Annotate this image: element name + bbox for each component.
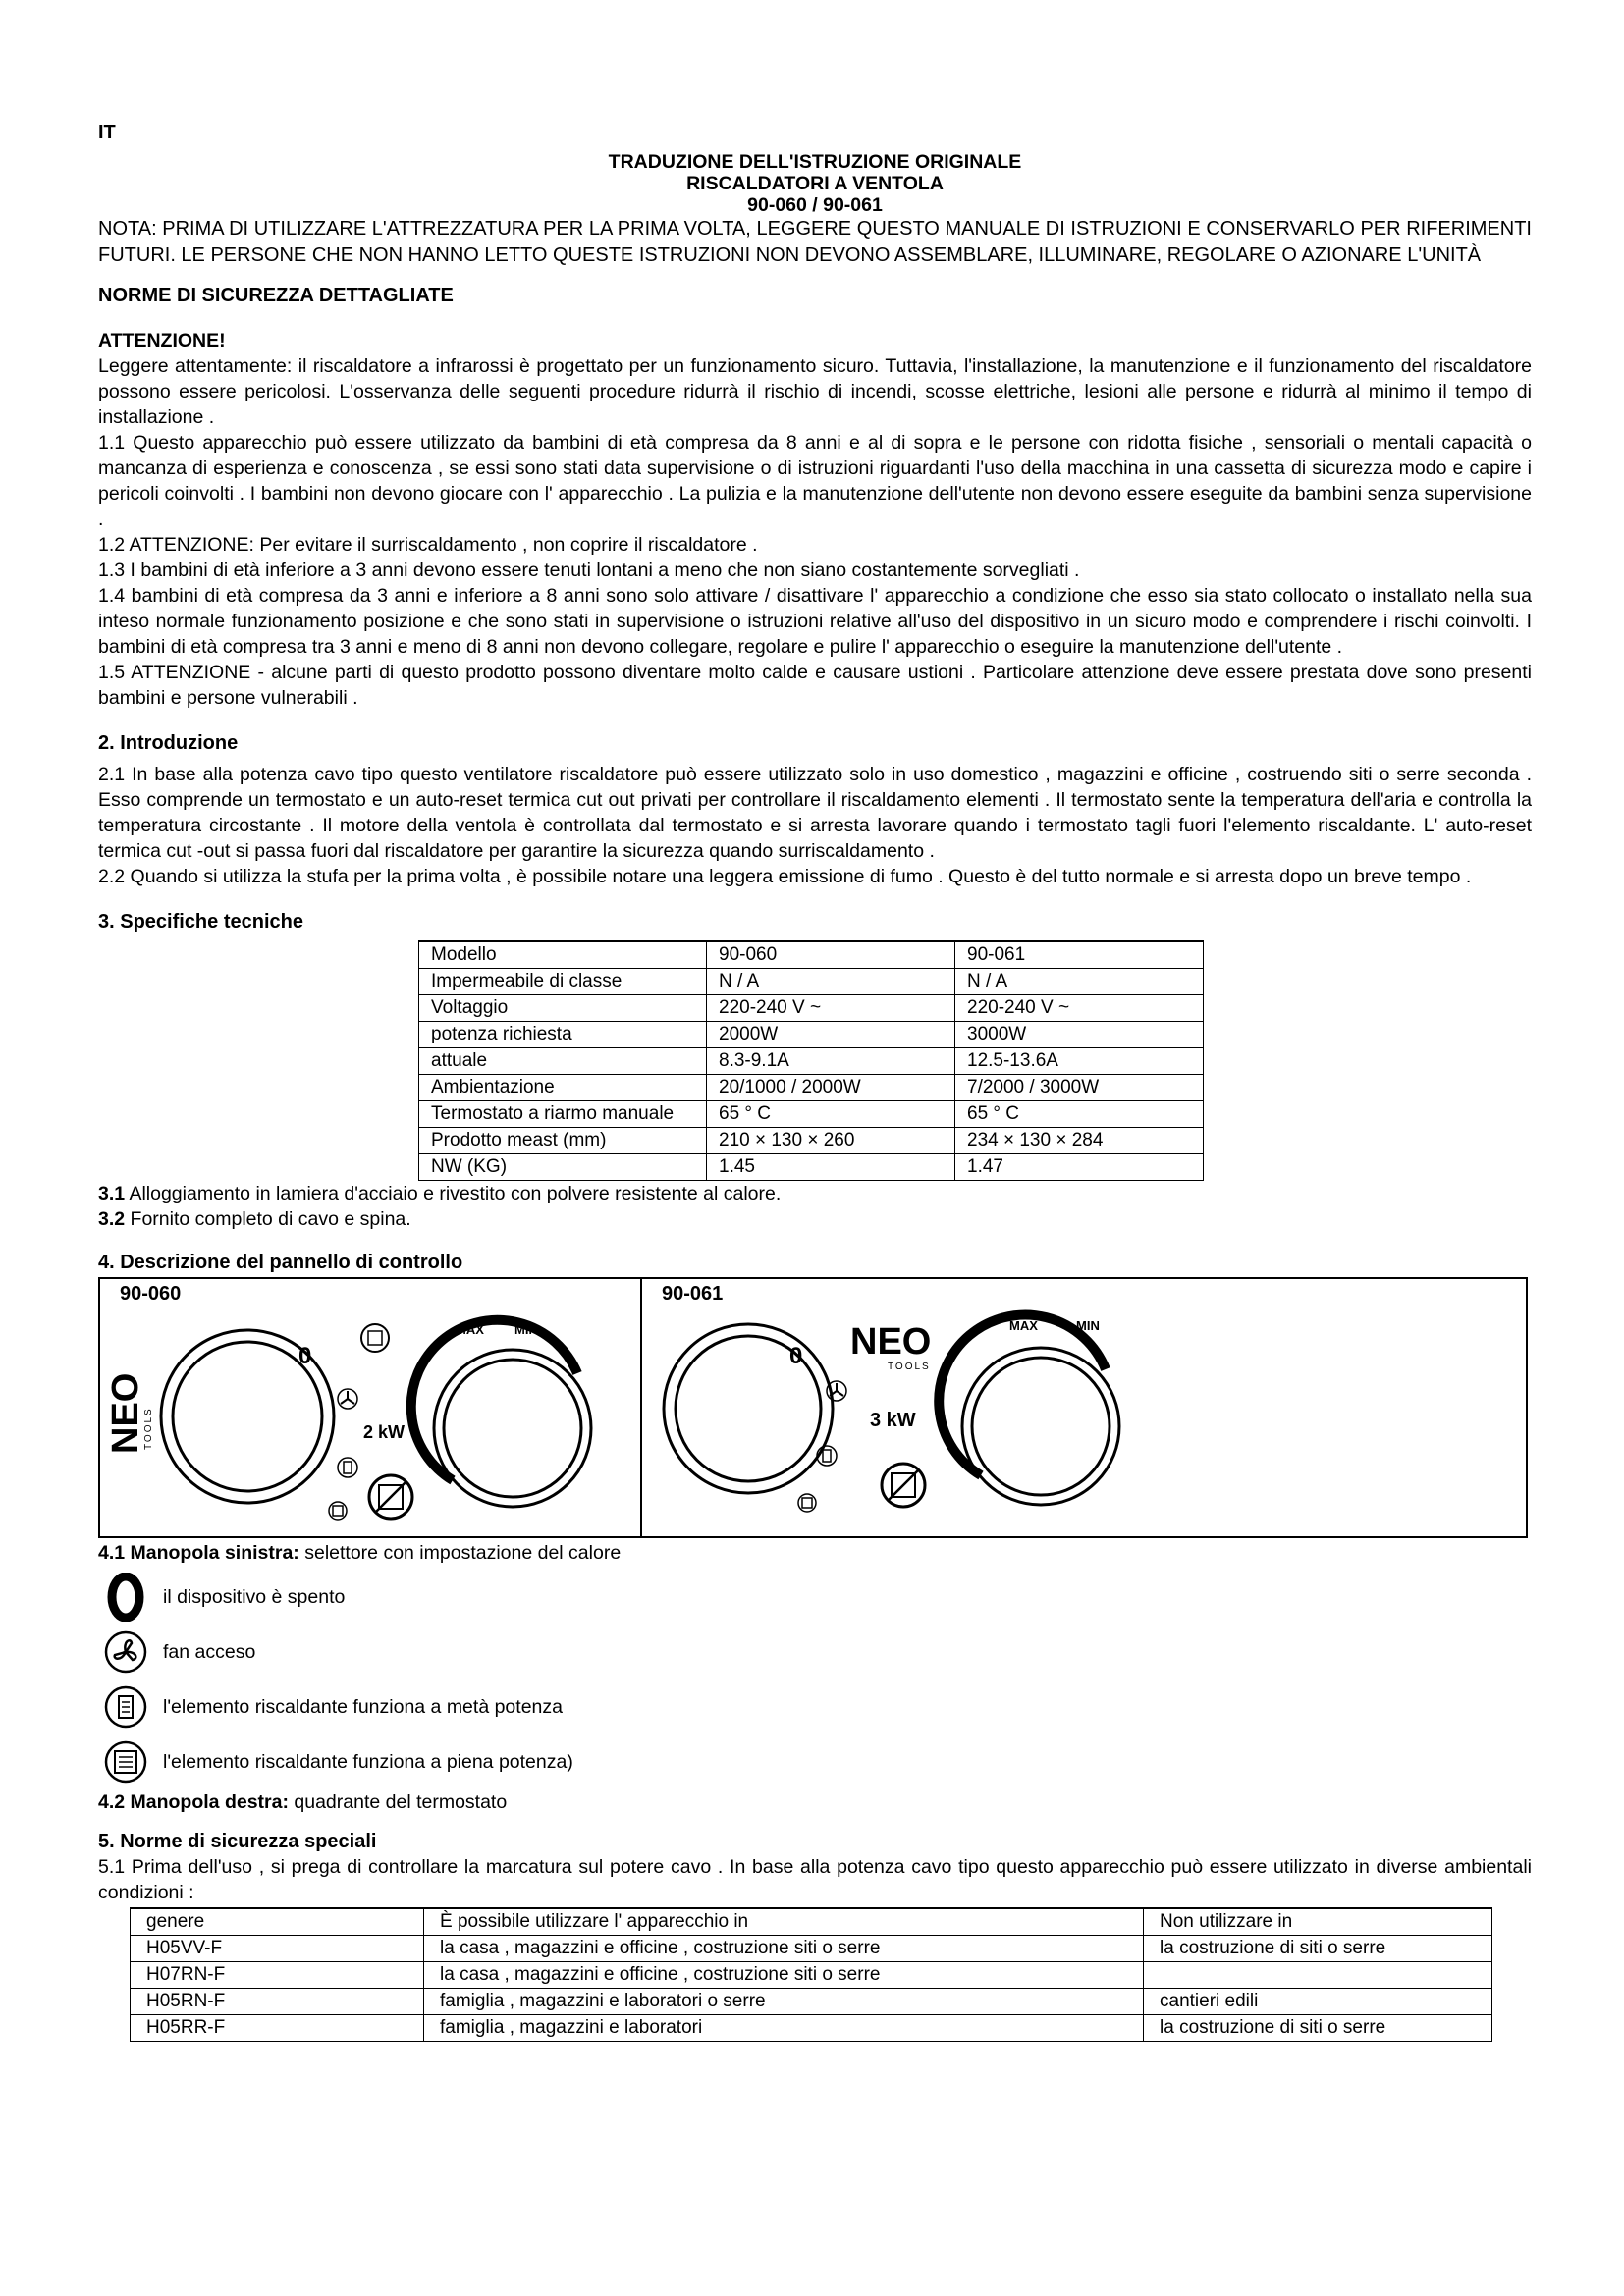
cable-row xyxy=(131,1908,1492,1936)
spec-note: 3.1 Alloggiamento in lamiera d'acciaio e rivestito con polvere resistente al calore. xyxy=(98,1183,782,1204)
table-cell: Impermeabile di classe xyxy=(419,969,707,995)
safety-paragraph: 1.2 ATTENZIONE: Per evitare il surriscaldamento , non coprire il riscaldatore . xyxy=(98,534,758,556)
manual-page xyxy=(98,120,1532,2042)
legend-item: l'elemento riscaldante funziona a piena potenza) xyxy=(98,1735,1532,1789)
doc-models: 90-060 / 90-061 xyxy=(747,194,883,216)
spec-note: 3.2 Fornito completo di cavo e spina. xyxy=(98,1208,411,1230)
safety-paragraph: 1.1 Questo apparecchio può essere utilizzato da bambini di età compresa da 8 anni e al di sopra e le persone con ridotta fisiche , sensoriali o mentali capacità o mancanza di esperienza e conoscenza , se essi sono stati data supervisione o di istruzioni riguardanti l'uso della macchina in una cassetta di sicurezza modo e capire i pericoli coinvolti . I bambini non devono giocare con l' apparecchio . La pulizia e la manutenzione dell'utente non devono essere eseguite da bambini senza supervisione . xyxy=(98,432,1532,530)
power-label: 2 kW xyxy=(363,1422,406,1442)
thermostat-knob xyxy=(411,1320,591,1507)
panel-model-label: 90-060 xyxy=(120,1283,182,1305)
cable-row xyxy=(131,2015,1492,2042)
legend-item: il dispositivo è spento xyxy=(98,1570,1532,1625)
specs-table xyxy=(418,940,1204,1181)
spec-row xyxy=(419,1048,1204,1075)
panel-model-label: 90-061 xyxy=(662,1283,724,1305)
cable-row xyxy=(131,1936,1492,1962)
table-cell: H05RR-F xyxy=(131,2015,424,2042)
table-cell: 7/2000 / 3000W xyxy=(955,1075,1204,1101)
power-label: 3 kW xyxy=(870,1410,916,1431)
zero-mark: 0 xyxy=(298,1343,312,1369)
table-cell: 65 ° C xyxy=(955,1101,1204,1128)
safety-paragraph: 1.3 I bambini di età inferiore a 3 anni devono essere tenuti lontani a meno che non siano costantemente sorvegliati . xyxy=(98,560,1080,581)
attention-heading: ATTENZIONE! xyxy=(98,330,226,351)
table-cell: attuale xyxy=(419,1048,707,1075)
table-cell: la casa , magazzini e officine , costruzione siti o serre xyxy=(424,1936,1144,1962)
table-cell: la costruzione di siti o serre xyxy=(1144,1936,1492,1962)
panel-90-060 xyxy=(100,1279,642,1536)
svg-text:TOOLS: TOOLS xyxy=(888,1362,931,1372)
zero-mark: 0 xyxy=(789,1343,803,1369)
language-code: IT xyxy=(98,122,116,143)
spec-row xyxy=(419,995,1204,1022)
table-cell: Termostato a riarmo manuale xyxy=(419,1101,707,1128)
table-cell: N / A xyxy=(707,969,955,995)
no-cover-warning-icon xyxy=(369,1475,412,1519)
panel-90-061 xyxy=(642,1279,1526,1536)
fan-icon xyxy=(98,1628,153,1677)
special-safety-heading: 5. Norme di sicurezza speciali xyxy=(98,1831,377,1852)
spec-row xyxy=(419,1075,1204,1101)
neo-logo xyxy=(105,1373,154,1454)
half-heat-icon xyxy=(98,1682,153,1732)
table-cell: Modello xyxy=(419,941,707,969)
spec-row xyxy=(419,1128,1204,1154)
no-cover-warning-icon xyxy=(882,1464,925,1507)
safety-heading: NORME DI SICUREZZA DETTAGLIATE xyxy=(98,285,454,306)
legend xyxy=(98,1570,1532,1789)
table-cell: Non utilizzare in xyxy=(1144,1908,1492,1936)
intro-paragraph: 2.1 In base alla potenza cavo tipo questo ventilatore riscaldatore può essere utilizzato solo in uso domestico , magazzini e officine , costruendo siti o serre seconda . Esso comprende un termostato e un auto-reset termica cut out privati per controllare il riscaldamento elementi . Il termostato sente la temperatura dell'aria e controlla la temperatura circostante . Il motore della ventola è controllata dal termostato e si arresta lavorare quando i termostato tagli fuori l'elemento riscaldante. L' auto-reset termica cut -out si passa fuori dal riscaldatore per garantire la sicurezza quando surriscaldamento . xyxy=(98,764,1532,862)
table-cell: 220-240 V ~ xyxy=(955,995,1204,1022)
table-cell: N / A xyxy=(955,969,1204,995)
fan-icon xyxy=(338,1389,357,1409)
max-label: MAX xyxy=(456,1322,484,1337)
panel-drawing-right xyxy=(642,1279,1526,1536)
thermostat-knob xyxy=(939,1315,1119,1505)
safety-paragraphs xyxy=(98,353,1532,711)
legend-item: fan acceso xyxy=(98,1625,1532,1680)
half-heat-icon xyxy=(338,1458,357,1477)
neo-logo xyxy=(850,1321,931,1372)
selector-knob xyxy=(664,1324,833,1493)
table-cell: Ambientazione xyxy=(419,1075,707,1101)
table-cell: potenza richiesta xyxy=(419,1022,707,1048)
panel-drawing-left xyxy=(100,1279,640,1536)
table-cell: 2000W xyxy=(707,1022,955,1048)
full-heat-icon xyxy=(98,1737,153,1787)
table-cell: 234 × 130 × 284 xyxy=(955,1128,1204,1154)
knob-left-description: 4.1 Manopola sinistra: selettore con impostazione del calore xyxy=(98,1542,622,1564)
doc-title: TRADUZIONE DELL'ISTRUZIONE ORIGINALE xyxy=(608,151,1022,173)
svg-text:NEO: NEO xyxy=(850,1321,932,1362)
table-cell: 90-061 xyxy=(955,941,1204,969)
table-cell: 90-060 xyxy=(707,941,955,969)
spec-row xyxy=(419,969,1204,995)
table-cell: genere xyxy=(131,1908,424,1936)
svg-text:NEO: NEO xyxy=(105,1372,146,1454)
spec-row xyxy=(419,1101,1204,1128)
table-cell: famiglia , magazzini e laboratori o serre xyxy=(424,1989,1144,2015)
table-cell: Prodotto meast (mm) xyxy=(419,1128,707,1154)
legend-item: l'elemento riscaldante funziona a metà potenza xyxy=(98,1680,1532,1735)
cable-row xyxy=(131,1989,1492,2015)
table-cell: 210 × 130 × 260 xyxy=(707,1128,955,1154)
table-cell: 65 ° C xyxy=(707,1101,955,1128)
specs-heading: 3. Specifiche tecniche xyxy=(98,911,303,933)
table-cell: la costruzione di siti o serre xyxy=(1144,2015,1492,2042)
intro-heading: 2. Introduzione xyxy=(98,732,239,754)
table-cell: 1.47 xyxy=(955,1154,1204,1181)
safety-paragraph: 1.4 bambini di età compresa da 3 anni e inferiore a 8 anni sono solo attivare / disattivare l' apparecchio a condizione che esso sia stato collocato o installato nella sua inteso normale funzionamento posizione e che sono stati in supervisione o istruzioni relative all'uso del dispositivo in un sicuro modo e comprendere i rischi coinvolti. I bambini di età compresa tra 3 anni e meno di 8 anni non devono collegare, regolare e pulire l' apparecchio o eseguire la manutenzione dell'utente . xyxy=(98,585,1532,658)
table-cell: la casa , magazzini e officine , costruzione siti o serre xyxy=(424,1962,1144,1989)
cable-table xyxy=(130,1907,1492,2042)
intro-note: NOTA: PRIMA DI UTILIZZARE L'ATTREZZATURA PER LA PRIMA VOLTA, LEGGERE QUESTO MANUALE DI ISTRUZIONI E CONSERVARLO PER RIFERIMENTI FUTURI. LE PERSONE CHE NON HANNO LETTO QUESTE ISTRUZIONI NON DEVONO ASSEMBLARE, ILLUMINARE, REGOLARE O AZIONARE L'UNITÀ xyxy=(98,218,1532,266)
safety-paragraph: Leggere attentamente: il riscaldatore a infrarossi è progettato per un funzionamento sicuro. Tuttavia, l'installazione, la manutenzione e il funzionamento del riscaldatore possono essere pericolosi. L'osservanza delle seguenti procedure ridurrà il rischio di incendi, scosse elettriche, lesioni alle persone e ridurrà al minimo il tempo di installazione . xyxy=(98,355,1532,428)
intro-paragraph: 2.2 Quando si utilizza la stufa per la prima volta , è possibile notare una leggera emissione di fumo . Questo è del tutto normale e si arresta dopo un breve tempo . xyxy=(98,866,1472,887)
doc-subtitle: RISCALDATORI A VENTOLA xyxy=(686,173,944,194)
safety-paragraph: 1.5 ATTENZIONE - alcune parti di questo prodotto possono diventare molto calde e causare ustioni . Particolare attenzione deve essere prestata dove sono presenti bambini e persone vulnerabili . xyxy=(98,662,1532,709)
special-safety-text: 5.1 Prima dell'uso , si prega di controllare la marcatura sul potere cavo . In base alla potenza cavo tipo questo apparecchio può essere utilizzato in diverse ambientali condizioni : xyxy=(98,1856,1532,1903)
svg-text:TOOLS: TOOLS xyxy=(143,1407,154,1450)
table-cell: 12.5-13.6A xyxy=(955,1048,1204,1075)
table-cell: 8.3-9.1A xyxy=(707,1048,955,1075)
table-cell: NW (KG) xyxy=(419,1154,707,1181)
control-panel-figure xyxy=(98,1277,1528,1538)
zero-icon xyxy=(98,1573,153,1622)
table-cell: cantieri edili xyxy=(1144,1989,1492,2015)
table-cell: 20/1000 / 2000W xyxy=(707,1075,955,1101)
cable-row xyxy=(131,1962,1492,1989)
table-cell: H07RN-F xyxy=(131,1962,424,1989)
table-cell: È possibile utilizzare l' apparecchio in xyxy=(424,1908,1144,1936)
max-label: MAX xyxy=(1009,1318,1038,1333)
full-heat-icon xyxy=(798,1494,816,1512)
full-heat-icon xyxy=(329,1502,347,1520)
indicator-light xyxy=(361,1324,389,1352)
table-cell: 220-240 V ~ xyxy=(707,995,955,1022)
spec-row xyxy=(419,1022,1204,1048)
spec-row xyxy=(419,1154,1204,1181)
spec-row xyxy=(419,941,1204,969)
table-cell: Voltaggio xyxy=(419,995,707,1022)
panel-heading: 4. Descrizione del pannello di controllo xyxy=(98,1252,463,1273)
table-cell xyxy=(1144,1962,1492,1989)
table-cell: 1.45 xyxy=(707,1154,955,1181)
knob-right-description: 4.2 Manopola destra: quadrante del termostato xyxy=(98,1791,508,1813)
table-cell: famiglia , magazzini e laboratori xyxy=(424,2015,1144,2042)
table-cell: H05VV-F xyxy=(131,1936,424,1962)
min-label: MIN xyxy=(1076,1318,1100,1333)
table-cell: H05RN-F xyxy=(131,1989,424,2015)
min-label: MIN xyxy=(514,1322,538,1337)
table-cell: 3000W xyxy=(955,1022,1204,1048)
